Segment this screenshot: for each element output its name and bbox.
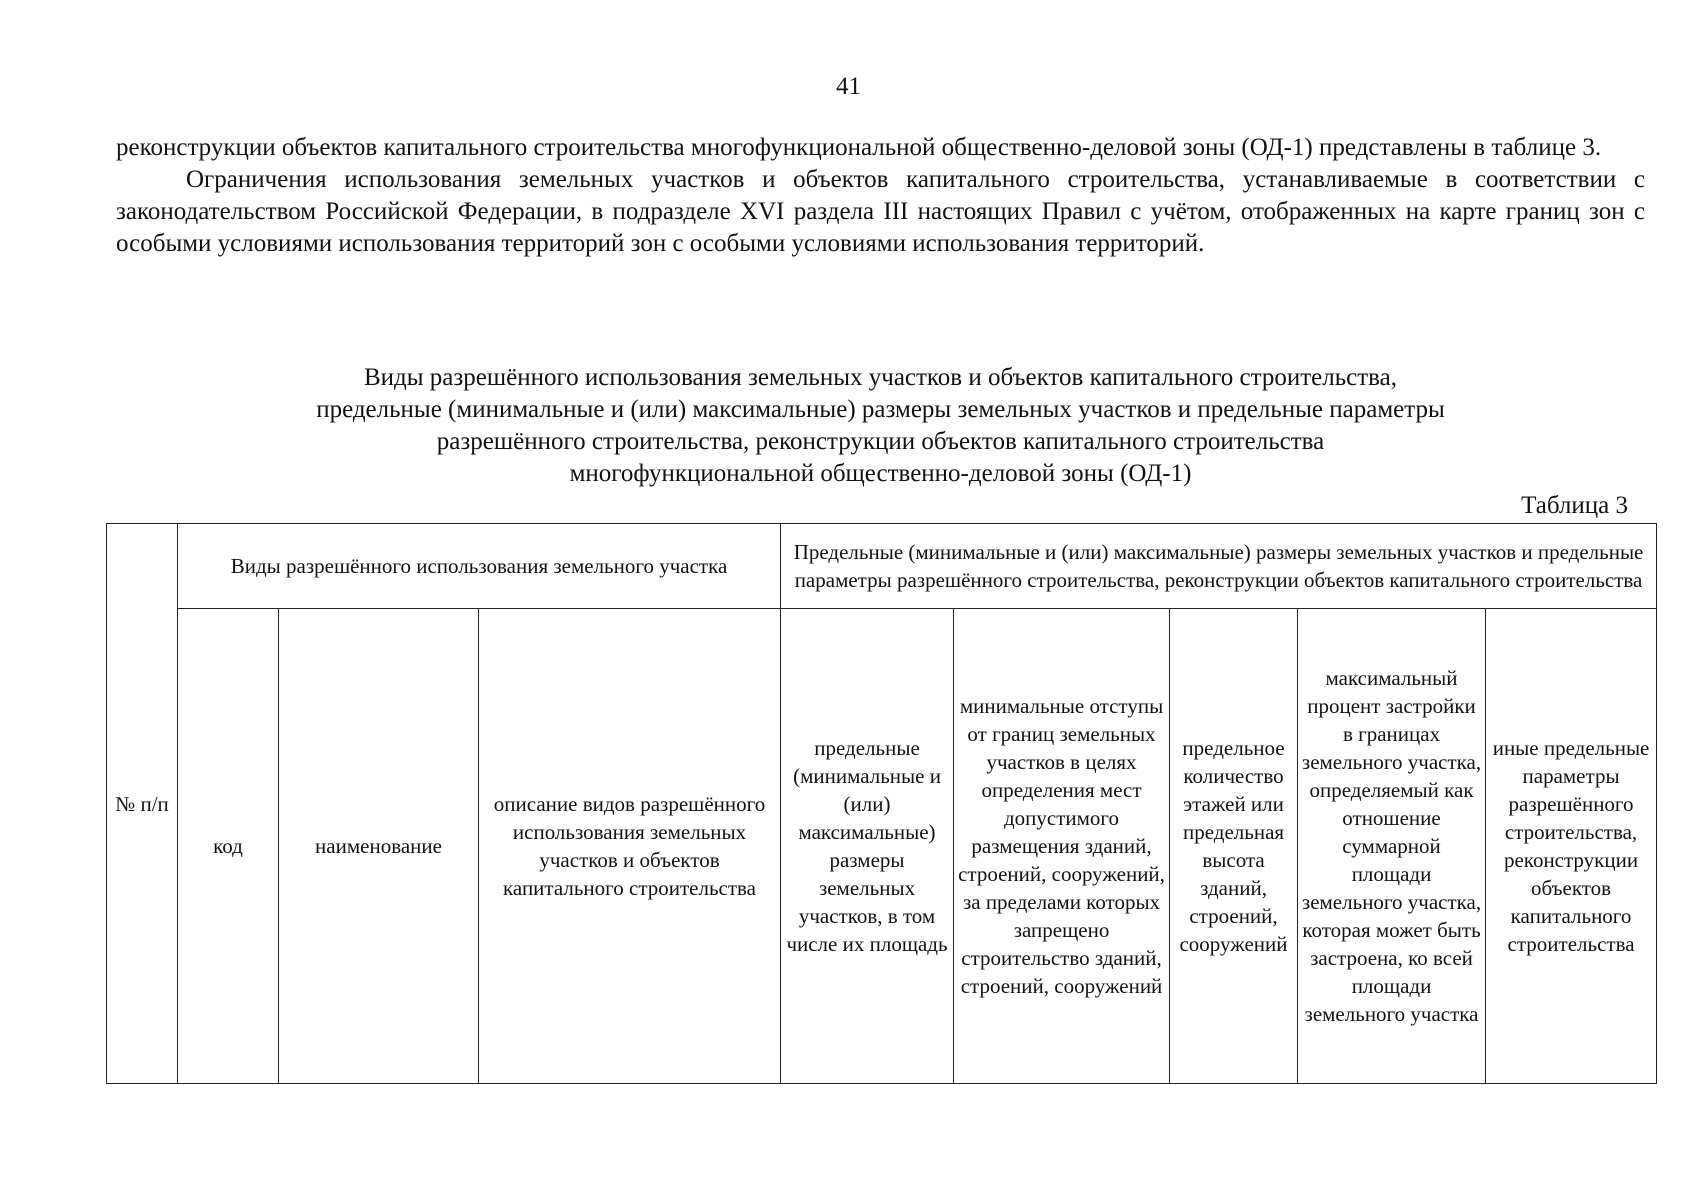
table-heading-line: разрешённого строительства, реконструкции объектов капитального строительства — [436, 428, 1325, 455]
header-code: код — [178, 609, 279, 1084]
header-description: описание видов разрешённого использования земельных участков и объектов капитального строительства — [479, 609, 781, 1084]
page-number: 41 — [836, 73, 861, 100]
header-setbacks: минимальные отступы от границ земельных участков в целях определения мест допустимого размещения зданий, строений, сооружений, за пределами которых запрещено строительство зданий, строений, сооружений — [954, 609, 1170, 1084]
header-other: иные предельные параметры разрешённого строительства, реконструкции объектов капитального строительства — [1486, 609, 1657, 1084]
table-subheader-row — [107, 609, 1657, 1084]
body-text — [116, 132, 1645, 260]
paragraph-restrictions: Ограничения использования земельных участков и объектов капитального строительства, устанавливаемые в соответствии с законодательством Российской Федерации, в подразделе XVI раздела III настоящих Правил с учётом, отображенных на карте границ зон с особыми условиями использования территорий зон с особыми условиями использования территорий. — [116, 166, 1645, 257]
header-floors: предельное количество этажей или предельная высота зданий, строений, сооружений — [1170, 609, 1298, 1084]
table-heading-line: многофункциональной общественно-деловой зоны (ОД-1) — [569, 460, 1192, 487]
header-number: № п/п — [107, 524, 178, 1084]
header-plot-size: предельные (минимальные и (или) максимальные) размеры земельных участков, в том числе их площадь — [781, 609, 954, 1084]
table-heading-line: Виды разрешённого использования земельных участков и объектов капитального строительства, — [363, 364, 1398, 391]
header-coverage: максимальный процент застройки в границах земельного участка, определяемый как отношение суммарной площади земельного участка, которая может быть застроена, ко всей площади земельного участка — [1298, 609, 1486, 1084]
table-heading-line: предельные (минимальные и (или) максимальные) размеры земельных участков и предельные параметры — [316, 396, 1445, 423]
table-heading — [116, 362, 1645, 490]
header-group-limits: Предельные (минимальные и (или) максимальные) размеры земельных участков и предельные параметры разрешённого строительства, реконструкции объектов капитального строительства — [781, 524, 1657, 609]
zoning-table — [106, 523, 1657, 1084]
header-group-uses: Виды разрешённого использования земельного участка — [178, 524, 781, 609]
table-header-row — [107, 524, 1657, 609]
paragraph-continuation: реконструкции объектов капитального строительства многофункциональной общественно-деловой зоны (ОД-1) представлены в таблице 3. — [116, 134, 1602, 161]
table-label: Таблица 3 — [1521, 492, 1628, 519]
header-name: наименование — [279, 609, 479, 1084]
